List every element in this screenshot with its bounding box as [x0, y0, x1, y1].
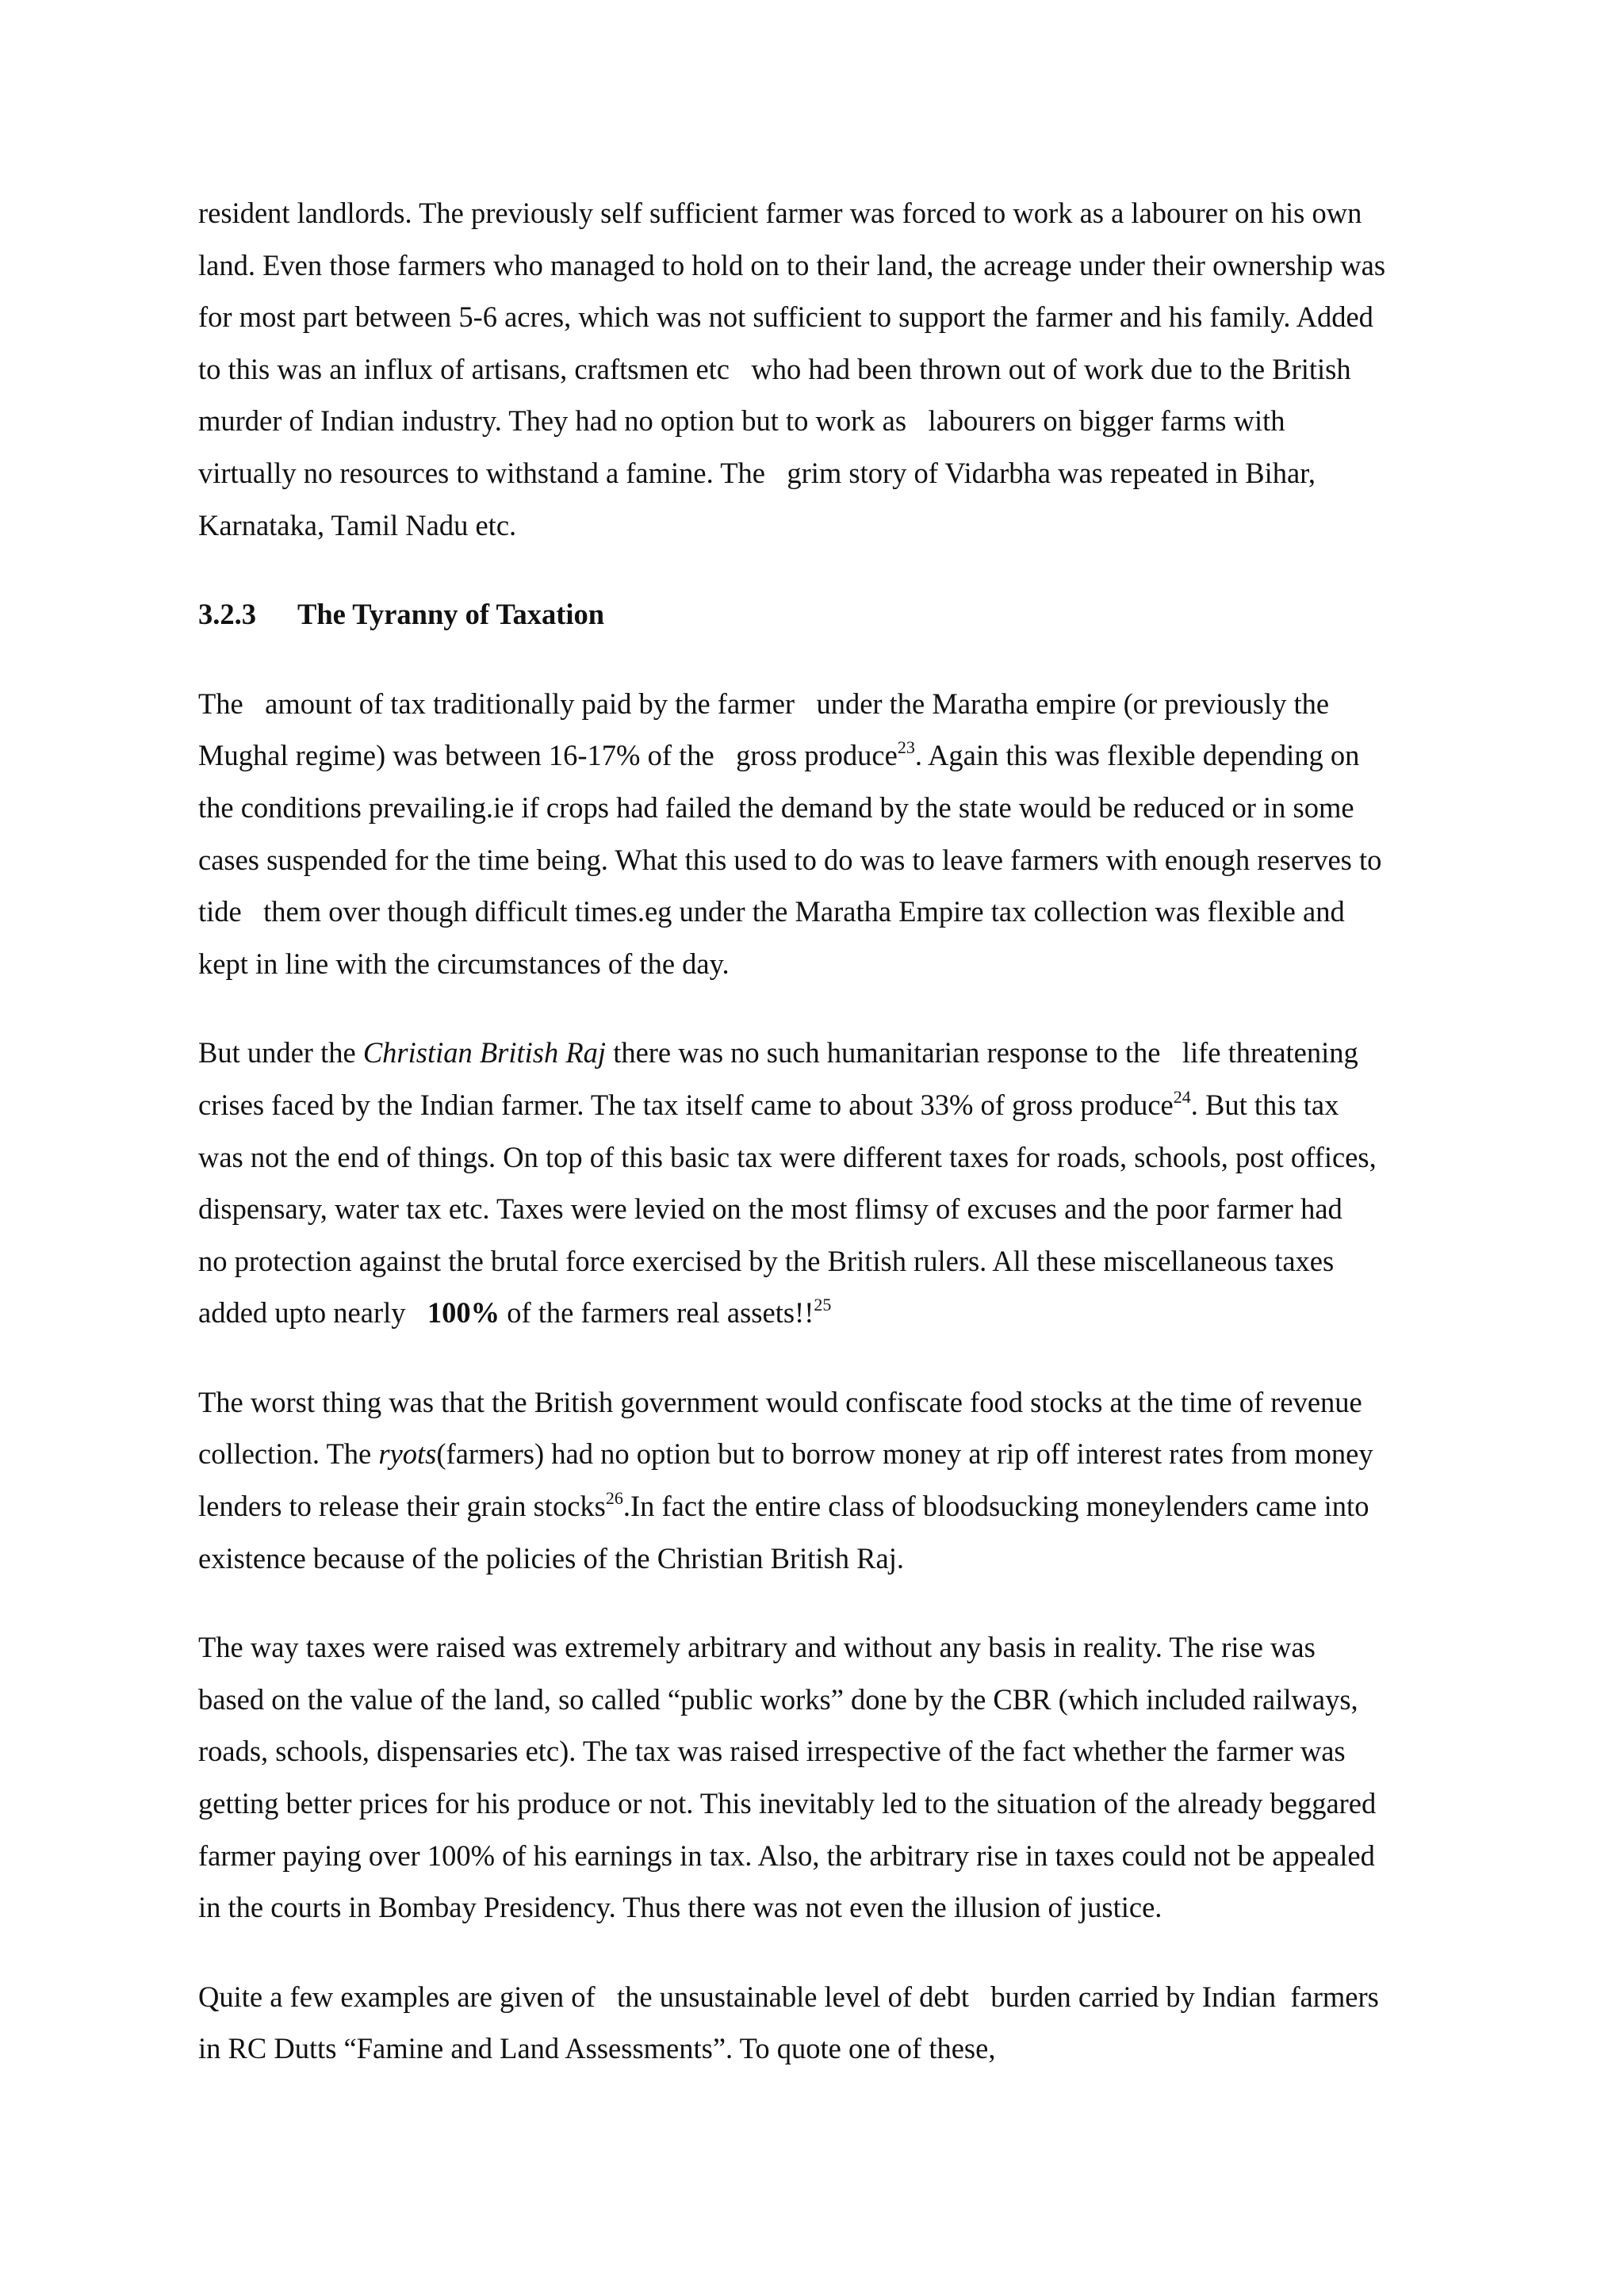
text-line: for most part between 5-6 acres, which was not sufficient to support the farmer and his family. Added — [198, 300, 1373, 334]
text-line: kept in line with the circumstances of the day. — [198, 947, 730, 980]
text-line: The way taxes were raised was extremely arbitrary and without any basis in reality. The rise was — [198, 1631, 1316, 1664]
text-line: was not the end of things. On top of this basic tax were different taxes for roads, schools, post offices, — [198, 1140, 1377, 1173]
text-span: of the farmers real assets!! — [500, 1296, 814, 1330]
text-line: existence because of the policies of the Christian British Raj. — [198, 1541, 904, 1575]
text-line: murder of Indian industry. They had no option but to work as labourers on bigger farms with — [198, 404, 1285, 438]
paragraph-arbitrary-taxes — [198, 1621, 1451, 1934]
text-span: collection. The — [198, 1437, 379, 1471]
text-line: the conditions prevailing.ie if crops had failed the demand by the state would be reduced or in some — [198, 790, 1354, 824]
text-line: no protection against the brutal force exercised by the British rulers. All these miscellaneous taxes — [198, 1244, 1335, 1277]
text-span: But under the — [198, 1036, 363, 1070]
paragraph-examples — [198, 1971, 1451, 2075]
footnote-ref-24[interactable]: 24 — [1173, 1086, 1191, 1107]
text-span: . But this tax — [1190, 1088, 1339, 1121]
paragraph-landlords — [198, 187, 1451, 551]
text-line — [198, 1428, 1451, 1480]
text-line — [198, 1480, 1451, 1533]
document-body — [198, 187, 1451, 2112]
text-span: .In fact the entire class of bloodsucking moneylenders came into — [622, 1490, 1369, 1523]
text-span: . Again this was flexible depending on — [914, 739, 1360, 772]
bold-100-percent: 100% — [427, 1296, 500, 1330]
text-span: there was no such humanitarian response to the life threatening — [606, 1036, 1358, 1070]
text-line: getting better prices for his produce or not. This inevitably led to the situation of the already beggared — [198, 1787, 1377, 1820]
text-line: in RC Dutts “Famine and Land Assessments”. To quote one of these, — [198, 2032, 996, 2065]
text-line — [198, 1287, 1451, 1339]
text-line: based on the value of the land, so called “public works” done by the CBR (which included railways, — [198, 1682, 1358, 1716]
text-span: Mughal regime) was between 16-17% of the gross produce — [198, 739, 898, 772]
text-span: lenders to release their grain stocks — [198, 1490, 606, 1523]
text-line: virtually no resources to withstand a famine. The grim story of Vidarbha was repeated in Bihar, — [198, 456, 1316, 489]
footnote-ref-23[interactable]: 23 — [897, 737, 915, 758]
text-span: crises faced by the Indian farmer. The tax itself came to about 33% of gross produce — [198, 1088, 1174, 1121]
paragraph-british-tax — [198, 1027, 1451, 1339]
text-line: cases suspended for the time being. What this used to do was to leave farmers with enough reserves to — [198, 843, 1382, 876]
section-number: 3.2.3 — [198, 598, 256, 631]
text-line: resident landlords. The previously self sufficient farmer was forced to work as a labourer on his own — [198, 197, 1362, 229]
footnote-ref-25[interactable]: 25 — [814, 1295, 832, 1315]
text-line: dispensary, water tax etc. Taxes were levied on the most flimsy of excuses and the poor farmer had — [198, 1192, 1342, 1226]
text-line: tide them over though difficult times.eg under the Maratha Empire tax collection was flexible and — [198, 895, 1345, 928]
text-line: to this was an influx of artisans, craftsmen etc who had been thrown out of work due to the British — [198, 352, 1351, 385]
paragraph-traditional-tax — [198, 678, 1451, 990]
text-line: The amount of tax traditionally paid by the farmer under the Maratha empire (or previously the — [198, 687, 1330, 720]
text-line — [198, 729, 1451, 782]
section-title: The Tyranny of Taxation — [297, 598, 605, 631]
text-line: Karnataka, Tamil Nadu etc. — [198, 508, 517, 541]
text-span: (farmers) had no option but to borrow money at rip off interest rates from money — [436, 1437, 1373, 1471]
emphasis-christian-british-raj: Christian British Raj — [362, 1036, 607, 1070]
text-line — [198, 1027, 1451, 1079]
text-line: Quite a few examples are given of the unsustainable level of debt burden carried by Indian farmers — [198, 1980, 1379, 2013]
text-line: roads, schools, dispensaries etc). The tax was raised irrespective of the fact whether the farmer was — [198, 1735, 1346, 1768]
text-line: land. Even those farmers who managed to hold on to their land, the acreage under their ownership was — [198, 248, 1386, 281]
text-line: farmer paying over 100% of his earnings in tax. Also, the arbitrary rise in taxes could not be appealed — [198, 1839, 1375, 1872]
text-line: in the courts in Bombay Presidency. Thus there was not even the illusion of justice. — [198, 1891, 1162, 1924]
footnote-ref-26[interactable]: 26 — [605, 1487, 623, 1508]
emphasis-ryots: ryots — [378, 1437, 437, 1471]
text-line: The worst thing was that the British government would confiscate food stocks at the time of revenue — [198, 1385, 1362, 1418]
text-span: added upto nearly — [198, 1296, 427, 1330]
section-heading — [198, 588, 1451, 641]
paragraph-confiscation — [198, 1376, 1451, 1584]
text-line — [198, 1079, 1451, 1131]
